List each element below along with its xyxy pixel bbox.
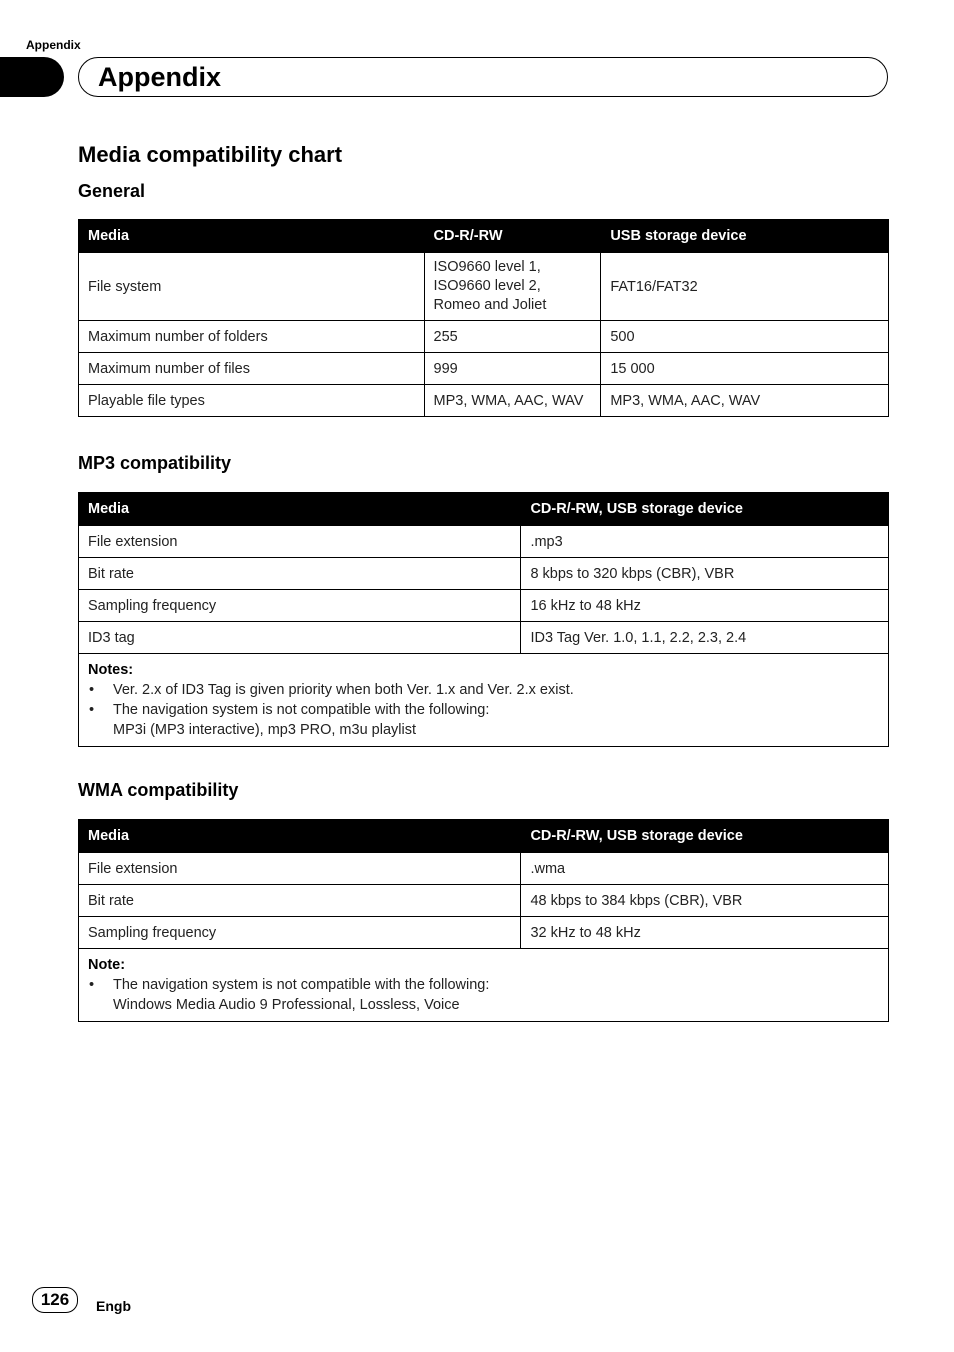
row-value: ID3 Tag Ver. 1.0, 1.1, 2.2, 2.3, 2.4: [521, 622, 889, 654]
row-label: Bit rate: [79, 885, 521, 917]
row-value: 16 kHz to 48 kHz: [521, 590, 889, 622]
table-row: [79, 558, 889, 590]
section-title: Appendix: [98, 62, 222, 92]
notes-title: Note:: [88, 957, 126, 973]
notes-row: [79, 949, 889, 1022]
mp3-heading: MP3 compatibility: [78, 453, 232, 473]
running-header: Appendix: [26, 38, 81, 52]
note-line: Windows Media Audio 9 Professional, Lossless, Voice: [113, 997, 460, 1013]
wma-table: [78, 819, 889, 1022]
cd-value: MP3, WMA, AAC, WAV: [424, 385, 601, 417]
table-row: [79, 526, 889, 558]
table-row: [79, 253, 889, 321]
notes-list: [88, 680, 879, 740]
column-header-media: Media: [79, 493, 521, 526]
note-item: [88, 700, 879, 740]
usb-value: MP3, WMA, AAC, WAV: [601, 385, 889, 417]
column-header-media: Media: [79, 820, 521, 853]
table-row: [79, 622, 889, 654]
note-line: MP3i (MP3 interactive), mp3 PRO, m3u playlist: [113, 722, 416, 738]
table-row: [79, 885, 889, 917]
mp3-table: [78, 492, 889, 747]
language-code: Engb: [96, 1298, 131, 1314]
column-header-media: Media: [79, 220, 425, 253]
row-value: 8 kbps to 320 kbps (CBR), VBR: [521, 558, 889, 590]
usb-value: 15 000: [601, 353, 889, 385]
row-label: File system: [79, 253, 425, 321]
notes-list: [88, 975, 879, 1015]
section-title-banner: [78, 57, 888, 97]
general-table: [78, 219, 889, 417]
column-header-value: CD-R/-RW, USB storage device: [521, 493, 889, 526]
note-item: [88, 975, 879, 1015]
table-row: [79, 853, 889, 885]
table-header-row: [79, 820, 889, 853]
row-label: Sampling frequency: [79, 917, 521, 949]
cd-value-line: Romeo and Joliet: [433, 297, 547, 313]
cd-value: 255: [424, 321, 601, 353]
row-value: 32 kHz to 48 kHz: [521, 917, 889, 949]
note-item: [88, 680, 879, 700]
table-row: [79, 321, 889, 353]
row-label: ID3 tag: [79, 622, 521, 654]
row-label: Bit rate: [79, 558, 521, 590]
table-row: [79, 917, 889, 949]
table-header-row: [79, 220, 889, 253]
cd-value-line: ISO9660 level 1,: [433, 259, 541, 275]
notes-title: Notes:: [88, 662, 134, 678]
notes-cell: [79, 654, 889, 747]
note-line: • The navigation system is not compatible with the following:: [113, 702, 490, 718]
row-label: Sampling frequency: [79, 590, 521, 622]
cd-value: [424, 253, 601, 321]
cd-value: 999: [424, 353, 601, 385]
row-label: File extension: [79, 853, 521, 885]
row-label: Maximum number of files: [79, 353, 425, 385]
notes-cell: [79, 949, 889, 1022]
note-line: • The navigation system is not compatible with the following:: [113, 977, 490, 993]
usb-value: 500: [601, 321, 889, 353]
row-label: File extension: [79, 526, 521, 558]
row-value: 48 kbps to 384 kbps (CBR), VBR: [521, 885, 889, 917]
table-header-row: [79, 493, 889, 526]
column-header-value: CD-R/-RW, USB storage device: [521, 820, 889, 853]
general-heading: General: [78, 181, 146, 201]
table-row: [79, 353, 889, 385]
note-line: • Ver. 2.x of ID3 Tag is given priority when both Ver. 1.x and Ver. 2.x exist.: [113, 682, 574, 698]
table-row: [79, 385, 889, 417]
usb-value: FAT16/FAT32: [601, 253, 889, 321]
section-tab-marker: [0, 57, 64, 97]
cd-value-line: ISO9660 level 2,: [433, 278, 541, 294]
wma-heading: WMA compatibility: [78, 780, 239, 800]
page-title: Media compatibility chart: [78, 142, 343, 167]
page-number: 126: [32, 1287, 78, 1313]
row-label: Playable file types: [79, 385, 425, 417]
table-row: [79, 590, 889, 622]
column-header-cdr: CD-R/-RW: [424, 220, 601, 253]
row-label: Maximum number of folders: [79, 321, 425, 353]
column-header-usb: USB storage device: [601, 220, 889, 253]
row-value: .mp3: [521, 526, 889, 558]
row-value: .wma: [521, 853, 889, 885]
notes-row: [79, 654, 889, 747]
